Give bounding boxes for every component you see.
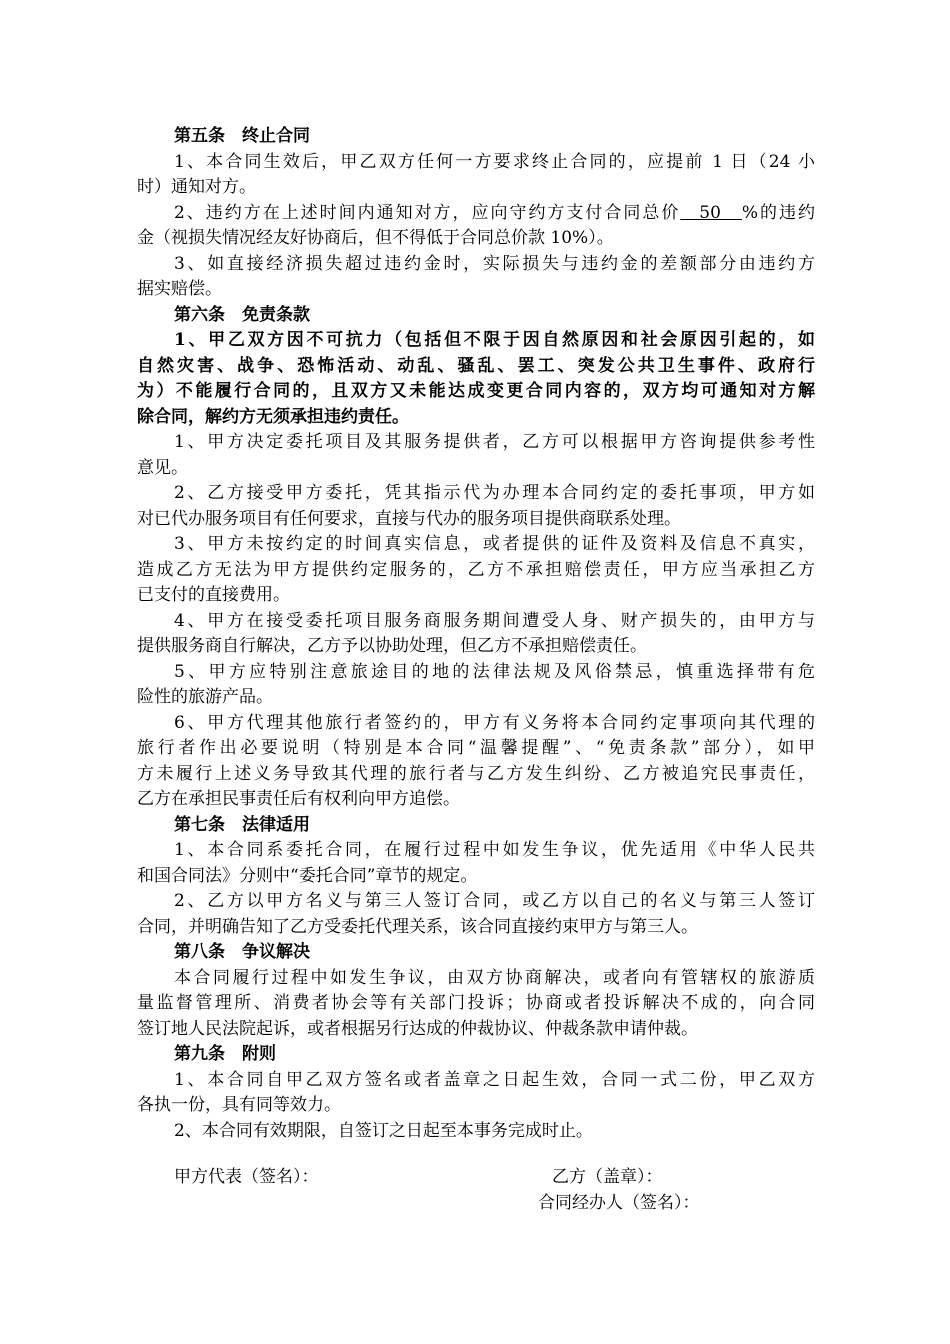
paragraph-line: 除合同，解约方无须承担违约责任。 — [137, 406, 409, 427]
paragraph-line: 各执一份，具有同等效力。 — [137, 1095, 341, 1115]
paragraph-line: 险性的旅游产品。 — [137, 687, 273, 707]
line-text: 2、违约方在上述时间内通知对方，应向守约方支付合同总价 — [174, 202, 681, 223]
paragraph-line: 旅行者作出必要说明（特别是本合同“温馨提醒”、“免责条款”部分），如甲 — [137, 738, 815, 758]
paragraph-line: 签订地人民法院起诉，或者根据另行达成的仲裁协议、仲裁条款申请仲裁。 — [137, 1018, 698, 1039]
paragraph-line: 和国合同法》分则中“委托合同”章节的规定。 — [137, 865, 478, 886]
paragraph-line: 时）通知对方。 — [137, 177, 256, 197]
paragraph-line: 1、甲方决定委托项目及其服务提供者，乙方可以根据甲方咨询提供参考性 — [174, 432, 815, 452]
agent-signature-label: 合同经办人（签名）： — [538, 1193, 700, 1213]
paragraph-line: 乙方在承担民事责任后有权利向甲方追偿。 — [137, 789, 460, 809]
paragraph-line: 1、本合同系委托合同，在履行过程中如发生争议，优先适用《中华人民共 — [174, 840, 815, 860]
article-heading: 第九条 附则 — [174, 1044, 276, 1064]
article-heading: 第八条 争议解决 — [174, 942, 310, 962]
paragraph-line: 6、甲方代理其他旅行者签约的，甲方有义务将本合同约定事项向其代理的 — [174, 712, 815, 733]
paragraph-line: 合同，并明确告知了乙方受委托代理关系，该合同直接约束甲方与第三人。 — [137, 916, 698, 937]
paragraph-line: 2、乙方以甲方名义与第三人签订合同，或乙方以自己的名义与第三人签订 — [174, 891, 815, 911]
paragraph-line: 金（视损失情况经友好协商后，但不得低于合同总价款 10%）。 — [137, 228, 614, 248]
paragraph-line — [137, 201, 815, 227]
paragraph-line: 意见。 — [137, 457, 188, 478]
paragraph-line: 自然灾害、战争、恐怖活动、动乱、骚乱、罢工、突发公共卫生事件、政府行 — [137, 355, 815, 376]
article-heading: 第五条 终止合同 — [174, 126, 310, 146]
paragraph-line: 4、甲方在接受委托项目服务商服务期间遭受人身、财产损失的，由甲方与 — [174, 610, 815, 631]
paragraph-line: 已支付的直接费用。 — [137, 585, 290, 605]
paragraph-line: 对已代办服务项目有任何要求，直接与代办的服务项目提供商联系处理。 — [137, 508, 681, 529]
article-heading: 第六条 免责条款 — [174, 304, 310, 325]
paragraph-line: 提供服务商自行解决，乙方予以协助处理，但乙方不承担赔偿责任。 — [137, 636, 647, 656]
paragraph-line: 本合同履行过程中如发生争议，由双方协商解决，或者向有管辖权的旅游质 — [174, 967, 815, 988]
article-heading: 第七条 法律适用 — [174, 814, 310, 835]
paragraph-line: 2、乙方接受甲方委托，凭其指示代为办理本合同约定的委托事项，甲方如 — [174, 483, 815, 503]
paragraph-line: 为）不能履行合同的，且双方又未能达成变更合同内容的，双方均可通知对方解 — [137, 381, 815, 401]
paragraph-line: 1、甲乙双方因不可抗力（包括但不限于因自然原因和社会原因引起的，如 — [174, 330, 815, 350]
paragraph-line: 造成乙方无法为甲方提供约定服务的，乙方不承担赔偿责任，甲方应当承担乙方 — [137, 559, 815, 580]
paragraph-line: 1、本合同生效后，甲乙双方任何一方要求终止合同的，应提前 1 日（24 小 — [174, 151, 815, 172]
paragraph-line: 2、本合同有效期限，自签订之日起至本事务完成时止。 — [174, 1120, 593, 1141]
paragraph-line: 3、甲方未按约定的时间真实信息，或者提供的证件及资料及信息不真实， — [174, 534, 815, 554]
line-text-after: %的违约 — [741, 202, 815, 223]
paragraph-line: 3、如直接经济损失超过违约金时，实际损失与违约金的差额部分由违约方 — [174, 253, 815, 274]
party-a-signature-label: 甲方代表（签名）： — [174, 1167, 319, 1187]
penalty-percent-value: 50 — [680, 202, 742, 223]
paragraph-line: 5、甲方应特别注意旅途目的地的法律法规及风俗禁忌，慎重选择带有危 — [174, 661, 815, 682]
party-b-seal-label: 乙方（盖章）： — [552, 1167, 663, 1187]
paragraph-line: 方未履行上述义务导致其代理的旅行者与乙方发生纠纷、乙方被追究民事责任， — [137, 763, 815, 784]
paragraph-line: 据实赔偿。 — [137, 279, 222, 299]
contract-body — [137, 124, 815, 1144]
paragraph-line: 量监督管理所、消费者协会等有关部门投诉；协商或者投诉解决不成的，向合同 — [137, 993, 815, 1013]
paragraph-line: 1、本合同自甲乙双方签名或者盖章之日起生效，合同一式二份，甲乙双方 — [174, 1069, 815, 1090]
